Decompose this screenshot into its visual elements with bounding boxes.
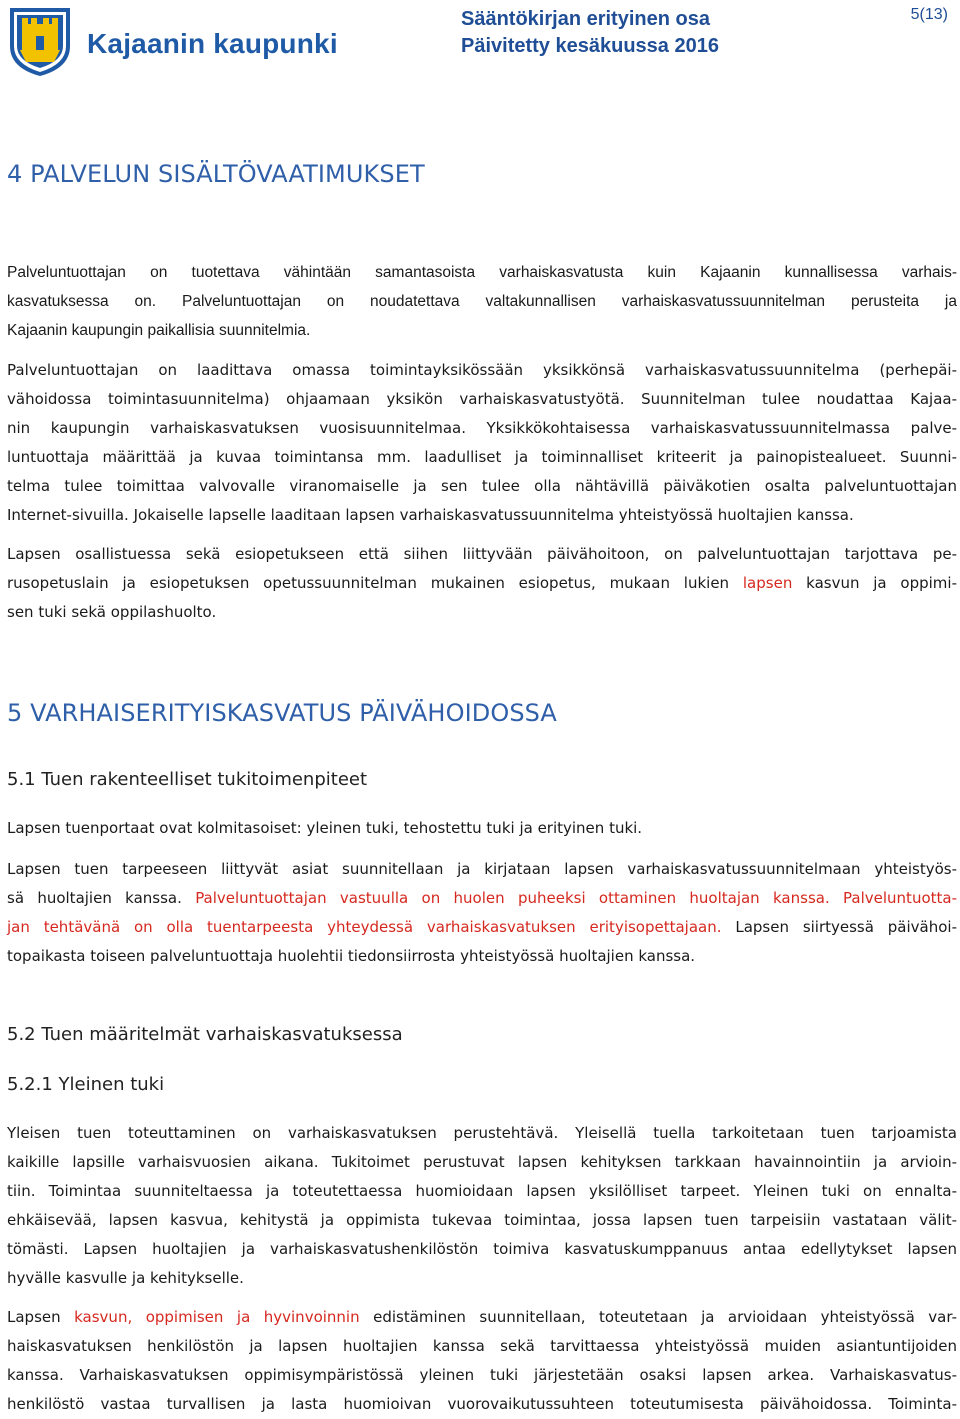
section-5-2-1-paragraph-2 xyxy=(7,1303,957,1419)
org-name: Kajaanin kaupunki xyxy=(87,28,338,59)
text-line: jan tehtävänä on olla tuentarpeesta yhteydessä varhaiskasvatuksen erityisopettajaan. Lapsen siirtyessä päivähoi- xyxy=(7,918,957,936)
text-line: telma tulee toimittaa valvovalle viranomaiselle ja sen tulee olla nähtävillä päiväkotien osalta palveluntuottajan xyxy=(7,477,957,495)
section-5-1-heading: 5.1 Tuen rakenteelliset tukitoimenpiteet xyxy=(7,769,368,790)
text-line: ehkäisevää, lapsen kasvua, kehitystä ja oppimista tukevaa toimintaa, jossa lapsen tuen tarpeisiin vastataan välit- xyxy=(7,1211,957,1229)
text-line: hyvälle kasvulle ja kehitykselle. xyxy=(7,1269,244,1287)
text-line: sä huoltajien kanssa. Palveluntuottajan vastuulla on huolen puheeksi ottaminen huoltajan kanssa. Palveluntuotta- xyxy=(7,889,957,907)
text-line: topaikasta toiseen palveluntuottaja huolehtii tiedonsiirrosta yhteistyössä huoltajien kanssa. xyxy=(7,947,696,965)
text-line: Palveluntuottajan on tuotettava vähintään samantasoista varhaiskasvatusta kuin Kajaanin kunnallisessa varhais- xyxy=(7,264,957,281)
highlighted-text: kasvun, oppimisen ja hyvinvoinnin xyxy=(74,1308,360,1326)
text-line: kanssa. Varhaiskasvatuksen oppimisympäristössä yleinen tuki järjestetään osaksi lapsen arkea. Varhaiskasvatus- xyxy=(7,1366,957,1384)
section-5-2-1-paragraph-1 xyxy=(7,1119,957,1293)
section-4-paragraph-2 xyxy=(7,356,957,530)
text-line: kasvatuksessa on. Palveluntuottajan on noudatettava valtakunnallisen varhaiskasvatussuunnitelman perusteita ja xyxy=(7,293,957,310)
highlighted-text: Palveluntuottajan vastuulla on huolen puheeksi ottaminen huoltajan kanssa. Palveluntuotta- xyxy=(195,889,957,907)
section-4-paragraph-1 xyxy=(7,258,957,345)
text-line: vähoidossa toimintasuunnitelma) ohjaamaan yksikön varhaiskasvatustyötä. Suunnitelman tulee noudattaa Kajaa- xyxy=(7,390,957,408)
text-line: Kajaanin kaupungin paikallisia suunnitelmia. xyxy=(7,322,311,339)
text-line: rusopetuslain ja esiopetuksen opetussuunnitelman mukainen esiopetus, mukaan lukien lapsen kasvun ja oppimi- xyxy=(7,574,958,592)
text-line: Lapsen tuenportaat ovat kolmitasoiset: yleinen tuki, tehostettu tuki ja erityinen tuki. xyxy=(7,819,643,837)
text-line: sen tuki sekä oppilashuolto. xyxy=(7,603,217,621)
text-line: Yleisen tuen toteuttaminen on varhaiskasvatuksen perustehtävä. Yleisellä tuella tarkoitetaan tuen tarjoamista xyxy=(7,1124,957,1142)
coat-of-arms-icon xyxy=(8,6,72,78)
org-logo xyxy=(8,6,368,78)
text-line: haiskasvatuksen henkilöstön ja lapsen huoltajien kanssa sekä tarvittaessa yhteistyössä muiden asiantuntijoiden xyxy=(7,1337,957,1355)
page-number: 5(13) xyxy=(910,6,948,23)
text-line: nin kaupungin varhaiskasvatuksen vuosisuunnitelmaa. Yksikkökohtaisessa varhaiskasvatussuunnitelmassa palve- xyxy=(7,419,957,437)
text-line: luntuottaja määrittää ja kuvaa toimintansa mm. laadulliset ja toiminnalliset kriteerit ja painopistealueet. Suunni- xyxy=(7,448,957,466)
text-line: henkilöstö vastaa turvallisen ja lasta huomioivan vuorovaikutussuhteen toteutumisesta päivähoidossa. Toiminta- xyxy=(7,1395,957,1413)
document-title: Sääntökirjan erityinen osa xyxy=(461,8,710,30)
text-line: tömästi. Lapsen huoltajien ja varhaiskasvatushenkilöstön toimiva kasvatuskumppanuus antaa edellytykset lapsen xyxy=(7,1240,957,1258)
text-line: Lapsen tuen tarpeeseen liittyvät asiat suunnitellaan ja kirjataan lapsen varhaiskasvatussuunnitelmaan yhteistyös- xyxy=(7,860,957,878)
section-5-2-1-heading: 5.2.1 Yleinen tuki xyxy=(7,1074,165,1095)
section-4-paragraph-3 xyxy=(7,540,957,627)
document-title-block xyxy=(461,6,719,60)
section-5-2-heading: 5.2 Tuen määritelmät varhaiskasvatuksessa xyxy=(7,1024,403,1045)
document-updated: Päivitetty kesäkuussa 2016 xyxy=(461,35,719,57)
highlighted-text: lapsen xyxy=(742,574,793,592)
highlighted-text: jan tehtävänä on olla tuentarpeesta yhteydessä varhaiskasvatuksen erityisopettajaan. xyxy=(7,918,722,936)
text-line: Lapsen kasvun, oppimisen ja hyvinvoinnin edistäminen suunnitellaan, toteutetaan ja arvioidaan yhteistyössä var- xyxy=(7,1308,957,1326)
text-line: Lapsen osallistuessa sekä esiopetukseen että siihen liittyvään päivähoitoon, on palveluntuottajan tarjottava pe- xyxy=(7,545,957,563)
text-line: Internet-sivuilla. Jokaiselle lapselle laaditaan lapsen varhaiskasvatussuunnitelma yhteistyössä huoltajien kanssa. xyxy=(7,506,854,524)
section-5-1-paragraph-1 xyxy=(7,814,957,843)
text-line: kaikille lapsille varhaisvuosien aikana. Tukitoimet perustuvat lapsen kehityksen tarkkaan havainnointiin ja arvioin- xyxy=(7,1153,957,1171)
text-line: tiin. Toimintaa suunniteltaessa ja toteutettaessa huomioidaan lapsen yksilölliset tarpeet. Yleinen tuki on ennalta- xyxy=(7,1182,957,1200)
section-4-heading: 4 PALVELUN SISÄLTÖVAATIMUKSET xyxy=(7,160,425,188)
text-line: Palveluntuottajan on laadittava omassa toimintayksikössään yksikkönsä varhaiskasvatussuunnitelma (perhepäi- xyxy=(7,361,957,379)
section-5-heading: 5 VARHAISERITYISKASVATUS PÄIVÄHOIDOSSA xyxy=(7,699,557,727)
section-5-1-paragraph-2 xyxy=(7,855,957,971)
